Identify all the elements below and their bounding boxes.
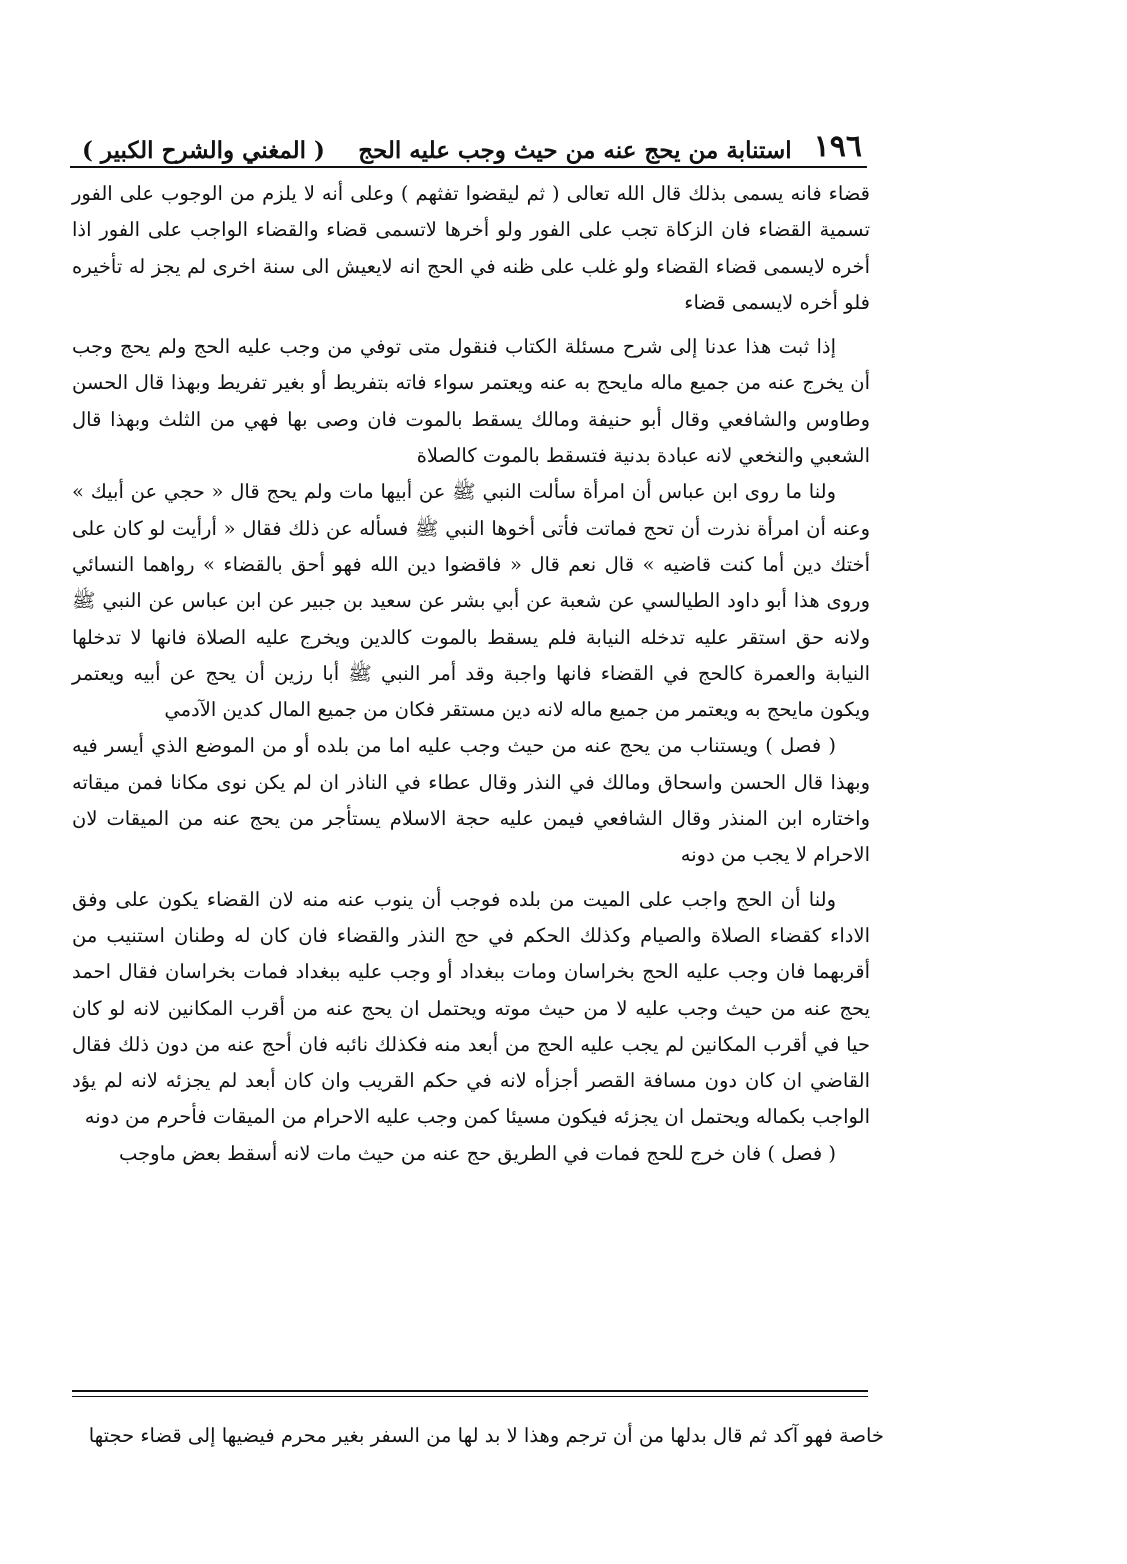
- book-title: ( المغني والشرح الكبير ): [82, 137, 325, 164]
- running-title: استنابة من يحج عنه من حيث وجب عليه الحج: [358, 137, 792, 164]
- page-number: ١٩٦: [813, 129, 862, 164]
- paragraph: إذا ثبت هذا عدنا إلى شرح مسئلة الكتاب فنقول متى توفي من وجب عليه الحج ولم يحج وجب أن يخرج عنه من جميع ماله مايحج به عنه ويعتمر سواء فاته بتفريط أو بغير تفريط وبهذا قال الحسن وطاوس والشافعي وقال أبو حنيفة ومالك يسقط بالموت فان وصى بها فهي من الثلث وبهذا قال الشعبي والنخعي لانه عبادة بدنية فتسقط بالموت كالصلاة: [72, 335, 870, 468]
- page-header: [82, 118, 866, 164]
- header-rule: [70, 166, 867, 168]
- paragraph: قضاء فانه يسمى بذلك قال الله تعالى ( ثم ليقضوا تفثهم ) وعلى أنه لا يلزم من الوجوب على الفور تسمية القضاء فان الزكاة تجب على الفور ولو أخرها لاتسمى قضاء والقضاء الواجب على الفور اذا أخره لايسمى قضاء القضاء ولو غلب على ظنه في الحج انه لايعيش الى سنة اخرى لم يجز له تأخيره فلو أخره لايسمى قضاء: [72, 182, 870, 314]
- footnote-rule: [72, 1390, 868, 1397]
- paragraph: ( فصل ) ويستناب من يحج عنه من حيث وجب عليه اما من بلده أو من الموضع الذي أيسر فيه وبهذا قال الحسن واسحاق ومالك في النذر وقال عطاء في الناذر ان لم يكن نوى مكانا فمن ميقاته واختاره ابن المنذر وقال الشافعي فيمن عليه حجة الاسلام يستأجر من يحج عنه من الميقات لان الاحرام لا يجب من دونه: [72, 734, 870, 867]
- paragraph: ولنا ما روى ابن عباس أن امرأة سألت النبي ﷺ عن أبيها مات ولم يحج قال « حجي عن أبيك » وعنه أن امرأة نذرت أن تحج فماتت فأتى أخوها النبي ﷺ فسأله عن ذلك فقال « أرأيت لو كان على أختك دين أما كنت قاضيه » قال نعم قال « فاقضوا دين الله فهو أحق بالقضاء » رواهما النسائي وروى هذا أبو داود الطيالسي عن شعبة عن أبي بشر عن سعيد بن جبير عن ابن عباس عن النبي ﷺ ولانه حق استقر عليه تدخله النيابة فلم يسقط بالموت كالدين ويخرج عليه الصلاة فانها لا تدخلها النيابة والعمرة كالحج في القضاء فانها واجبة وقد أمر النبي ﷺ أبا رزين أن يحج عن أبيه ويعتمر ويكون مايحج به ويعتمر من جميع ماله لانه دين مستقر فكان من جميع المال كدين الآدمي: [72, 480, 870, 722]
- footnote: خاصة فهو آكد ثم قال بدلها من أن ترجم وهذا لا بد لها من السفر بغير محرم فيضيها إلى قضاء حجتها: [88, 1424, 884, 1447]
- paragraph: ولنا أن الحج واجب على الميت من بلده فوجب أن ينوب عنه منه لان القضاء يكون على وفق الاداء كقضاء الصلاة والصيام وكذلك الحكم في حج النذر والقضاء فان كان له وطنان استنيب من أقربهما فان وجب عليه الحج بخراسان ومات ببغداد أو وجب عليه ببغداد فمات بخراسان فقال احمد يحج عنه من حيث وجب عليه لا من حيث موته ويحتمل ان يحج عنه من أقرب المكانين لانه لو كان حيا في أقرب المكانين لم يجب عليه الحج من أبعد منه فكذلك نائبه فان أحج عنه من دون ذلك فقال القاضي ان كان دون مسافة القصر أجزأه لانه في حكم القريب وان كان أبعد لم يجزئه لانه لم يؤد الواجب بكماله ويحتمل ان يجزئه فيكون مسيئا كمن وجب عليه الاحرام من الميقات فأحرم من دونه: [72, 887, 870, 1129]
- main-text: [72, 176, 870, 1172]
- paragraph: ( فصل ) فان خرج للحج فمات في الطريق حج عنه من حيث مات لانه أسقط بعض ماوجب: [118, 1141, 836, 1165]
